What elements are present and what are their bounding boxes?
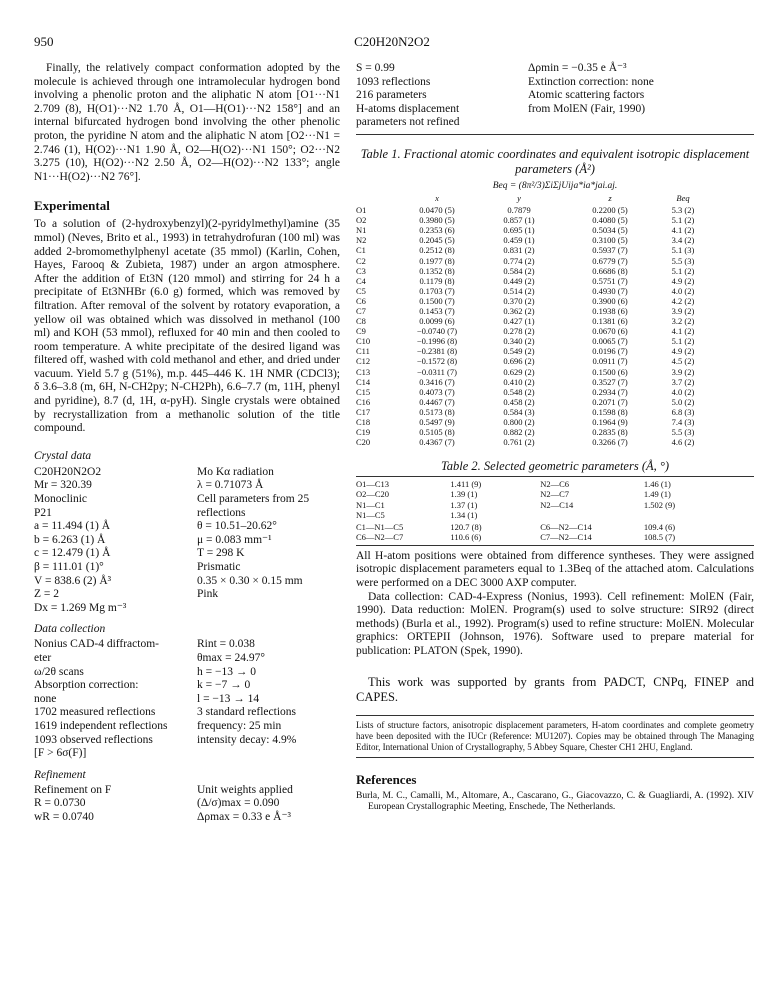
table-cell: 0.427 (1) (503, 316, 535, 327)
pair-right: from MolEN (Fair, 1990) (528, 102, 646, 115)
table-cell: 0.696 (2) (503, 356, 535, 367)
pair-right: Pink (197, 588, 219, 601)
table-cell: 0.1964 (9) (592, 417, 628, 428)
table-cell: C4 (356, 275, 366, 286)
table-cell: C20 (356, 437, 371, 448)
divider (356, 715, 754, 716)
table-cell: 1.502 (9) (643, 499, 676, 510)
table-cell: 0.882 (2) (503, 427, 535, 438)
running-title: C20H20N2O2 (354, 34, 430, 49)
bond-angles-table (356, 522, 736, 542)
data-pair-row (34, 588, 340, 602)
table-cell: 5.1 (2) (671, 265, 695, 276)
data-pair-row (34, 666, 340, 680)
table-cell: 0.0670 (6) (592, 326, 628, 337)
table-cell: C10 (356, 336, 371, 347)
pair-left: 1093 reflections (356, 75, 431, 88)
data-pair-row (356, 89, 754, 103)
divider (356, 476, 754, 477)
table-cell: 0.0470 (5) (419, 205, 455, 216)
pair-left: 1702 measured reflections (34, 706, 156, 719)
table-cell: 0.5173 (8) (419, 406, 455, 417)
table-cell: 4.5 (2) (671, 356, 695, 367)
table-cell: C1—N1—C5 (356, 521, 404, 532)
pair-left: wR = 0.0740 (34, 810, 94, 823)
pair-right: k = −7 → 0 (197, 679, 251, 692)
table-cell: N2—C6 (540, 479, 570, 490)
table-cell (540, 510, 644, 520)
crystal-data-list (34, 466, 340, 616)
experimental-heading: Experimental (34, 198, 110, 214)
pair-right: Δρmin = −0.35 e Å⁻³ (528, 62, 627, 74)
table-cell: 0.857 (1) (503, 215, 535, 226)
table-cell: C18 (356, 417, 371, 428)
support-paragraph: This work was supported by grants from PADCT, CNPq, FINEP and CAPES. (356, 674, 754, 704)
table-cell (644, 510, 736, 520)
table-cell: N1—C5 (356, 509, 385, 520)
table-cell: C6—N2—C14 (540, 521, 592, 532)
table-cell: 1.37 (1) (450, 499, 478, 510)
table1-caption: Table 1. Fractional atomic coordinates and equivalent isotropic displacement parameters (Å²) (360, 146, 750, 176)
table-cell: 0.2071 (7) (592, 396, 628, 407)
table-row (356, 316, 706, 326)
pair-right: 0.35 × 0.30 × 0.15 mm (197, 574, 303, 587)
table-cell: C16 (356, 396, 371, 407)
table-cell: 5.1 (3) (671, 245, 695, 256)
page-header (34, 34, 750, 54)
intro-paragraph: Finally, the relatively compact conformation adopted by the molecule is achieved through one intramolecular hydrogen bond involving a phenolic proton and the aliphatic N atom [O1···N1 2.709 (8), H(O1)···N2 1.70 Å, O1—H(O1)···N2 158°] and an internal bifurcated hydrogen bond involving the other phenolic proton, the pyridine N atom and the aliphatic N atom [O2···N1 = 2.746 (1), H(O2)···N1 1.90 Å, O2—H(O2)···N1 150°; O2···N2 3.275 (10), H(O2)···N2 2.50 Å, O2—H(O2)···N2 133°; angle N1···H(O2)···N2 76°]. (34, 62, 340, 183)
data-pair-row (34, 679, 340, 693)
table-cell: 0.3416 (7) (419, 376, 455, 387)
table-cell: 7.4 (3) (671, 417, 695, 428)
table-cell: 0.449 (2) (503, 275, 535, 286)
data-pair-row (34, 520, 340, 534)
pair-right: Rint = 0.038 (197, 638, 255, 651)
table-cell: 3.4 (2) (671, 235, 695, 246)
atomic-coordinates-table (356, 193, 706, 447)
table-cell: 0.3266 (7) (592, 437, 628, 448)
table-cell: 0.4080 (5) (592, 215, 628, 226)
table-cell: 0.340 (2) (503, 336, 535, 347)
column-header: Beq (676, 192, 690, 203)
table-cell: 0.0196 (7) (592, 346, 628, 357)
table-cell: 5.5 (3) (671, 427, 695, 438)
table-cell: 0.0065 (7) (592, 336, 628, 347)
table-cell: 0.1938 (6) (592, 306, 628, 316)
table-row (356, 306, 706, 316)
data-collection-paragraph: Data collection: CAD-4-Express (Nonius, 1993). Cell refinement: MolEN (Fair, 1990). Data reduction: MolEN. Program(s) used to solve structure: SIR92 (direct methods) (Burla et al., 1992). Program(s) used to refine structure: MolEN. Molecular graphics: ORTEPII (Johnson, 1976). Software used to prepare material for publication: PLATON (Spek, 1990). (356, 590, 754, 658)
table-row (356, 235, 706, 245)
table-cell: 0.1500 (6) (592, 366, 628, 377)
table-cell: 0.5034 (5) (592, 225, 628, 236)
table-cell: 0.459 (1) (503, 235, 535, 246)
table-cell: 1.39 (1) (450, 489, 478, 500)
table-row (356, 286, 706, 296)
pair-right: frequency: 25 min (197, 719, 282, 732)
table-cell: 0.514 (2) (503, 285, 535, 296)
table-cell: 0.4367 (7) (419, 437, 455, 448)
table-cell: 4.0 (2) (671, 285, 695, 296)
table-cell: 0.1352 (8) (419, 265, 455, 276)
pair-right: T = 298 K (197, 547, 245, 560)
table-cell: −0.0311 (7) (417, 366, 457, 377)
table-cell: 4.9 (2) (671, 275, 695, 286)
page-number: 950 (34, 34, 54, 49)
column-header (356, 193, 396, 205)
table-cell: O1 (356, 205, 367, 216)
table-cell: 4.9 (2) (671, 346, 695, 357)
table-row (356, 510, 736, 520)
data-pair-row (34, 797, 340, 811)
table-cell: 3.7 (2) (671, 376, 695, 387)
table-cell: C9 (356, 326, 366, 337)
column-header: z (608, 192, 612, 203)
table-cell: O1—C13 (356, 479, 390, 490)
pair-left: Nonius CAD-4 diffractom- (34, 638, 159, 651)
pair-left: a = 11.494 (1) Å (34, 520, 111, 533)
table-cell: 4.1 (2) (671, 326, 695, 337)
table-cell: 0.5497 (9) (419, 417, 455, 428)
table-cell: −0.2381 (8) (416, 346, 458, 357)
table-cell: C1 (356, 245, 366, 256)
table-cell: 110.6 (6) (450, 531, 482, 542)
left-column (34, 62, 340, 825)
pair-left: b = 6.263 (1) Å (34, 533, 106, 546)
pair-left: Refinement on F (34, 783, 112, 796)
table-row (356, 437, 706, 447)
table-cell: N2—C7 (540, 489, 570, 500)
table-cell: 1.46 (1) (643, 479, 671, 490)
table-cell: 4.2 (2) (671, 295, 695, 306)
pair-left: S = 0.99 (356, 62, 395, 74)
data-pair-row (34, 706, 340, 720)
table-cell: 5.1 (2) (671, 336, 695, 347)
table-cell: C19 (356, 427, 371, 438)
pair-left: 1619 independent reflections (34, 719, 168, 732)
pair-right: 3 standard reflections (197, 706, 296, 719)
table-row (356, 356, 706, 366)
bond-lengths-table (356, 479, 736, 519)
table-cell: 0.1179 (8) (419, 275, 455, 286)
table-cell: O2 (356, 215, 367, 226)
table-row (356, 276, 706, 286)
table-row (356, 367, 706, 377)
refinement-heading: Refinement (34, 768, 86, 781)
data-pair-row (34, 784, 340, 798)
table-cell: 0.6779 (7) (592, 255, 628, 266)
pair-left: H-atoms displacement (356, 102, 460, 115)
table-cell: 3.9 (2) (671, 366, 695, 377)
pair-right: Extinction correction: none (528, 75, 654, 88)
data-pair-row (34, 534, 340, 548)
table-cell: 0.458 (2) (503, 396, 535, 407)
pair-right: θmax = 24.97° (197, 651, 266, 664)
table-row (356, 489, 736, 499)
table-cell: 1.49 (1) (643, 489, 671, 500)
table-cell: N2 (356, 235, 367, 246)
table-cell: 0.774 (2) (503, 255, 535, 266)
table-cell: 108.5 (7) (643, 531, 676, 542)
table-cell: 0.629 (2) (503, 366, 535, 377)
table-row (356, 266, 706, 276)
table-cell: 0.2835 (8) (592, 427, 628, 438)
table-cell: 0.362 (2) (503, 306, 535, 316)
table-cell: 4.6 (2) (671, 437, 695, 448)
table-row (356, 532, 736, 542)
table-cell: 0.4467 (7) (419, 396, 455, 407)
pair-left: R = 0.0730 (34, 797, 86, 810)
table-cell: 5.0 (2) (671, 396, 695, 407)
pair-left: β = 111.01 (1)° (34, 561, 104, 573)
data-pair-row (34, 493, 340, 507)
table-row (356, 346, 706, 356)
table-cell: 0.3100 (5) (592, 235, 628, 246)
pair-right (528, 116, 754, 130)
pair-left: Z = 2 (34, 588, 60, 601)
table-cell: 0.584 (3) (503, 406, 535, 417)
pair-right: intensity decay: 4.9% (197, 733, 297, 746)
table-row (356, 427, 706, 437)
data-pair-row (356, 76, 754, 90)
table-cell: N2—C14 (540, 499, 574, 510)
table-cell: 3.9 (2) (671, 306, 695, 316)
pair-right: Mo Kα radiation (197, 465, 274, 478)
pair-left: [F > 6σ(F)] (34, 747, 87, 760)
pair-left: parameters not refined (356, 116, 460, 129)
table-cell: 0.0099 (6) (419, 316, 455, 327)
data-collection-heading: Data collection (34, 623, 106, 636)
table-row (356, 522, 736, 532)
table-cell: 0.278 (2) (503, 326, 535, 337)
divider (356, 757, 754, 758)
table-cell: O2—C20 (356, 489, 390, 500)
pair-right: θ = 10.51–20.62° (197, 520, 277, 533)
refinement-list (34, 784, 340, 825)
crystal-data-heading: Crystal data (34, 449, 92, 462)
table-cell: 0.3980 (5) (419, 215, 455, 226)
table-cell: C11 (356, 346, 370, 357)
pair-left: Absorption correction: (34, 679, 139, 692)
data-pair-row (356, 116, 754, 130)
table-cell: 0.2512 (8) (419, 245, 455, 256)
table-cell: 5.5 (3) (671, 255, 695, 266)
table-cell: 0.1453 (7) (419, 306, 455, 316)
divider (356, 545, 754, 546)
table-cell: 1.34 (1) (450, 509, 478, 520)
table-cell: 0.7879 (507, 205, 531, 216)
table-cell: 0.0911 (7) (592, 356, 628, 367)
table-cell: C12 (356, 356, 371, 367)
table-cell: C6 (356, 295, 366, 306)
data-pair-row (34, 466, 340, 480)
table-cell: 0.1381 (6) (592, 316, 628, 327)
data-pair-row (34, 602, 340, 616)
table-cell: 0.6686 (8) (592, 265, 628, 276)
table-cell: −0.1572 (8) (416, 356, 458, 367)
table-row (356, 397, 706, 407)
deposit-note: Lists of structure factors, anisotropic displacement parameters, H-atom coordinates and complete geometry have been deposited with the IUCr (Reference: MU1207). Copies may be obtained through The Managing Editor, International Union of Crystallography, 5 Abbey Square, Chester CH1 2HU, England. (356, 719, 754, 752)
pair-right: Prismatic (197, 561, 241, 573)
table-cell: 5.1 (2) (671, 215, 695, 226)
hatoms-paragraph: All H-atom positions were obtained from difference syntheses. They were assigned isotropic displacement parameters equal to 1.3Beq of the attached atom. Calculations were performed on a DEC 3000 AXP computer. (356, 549, 754, 590)
table-header-row (356, 193, 706, 205)
table-row (356, 500, 736, 510)
table-cell: 0.800 (2) (503, 417, 535, 428)
data-pair-row (356, 62, 754, 76)
table-cell: −0.1996 (8) (416, 336, 458, 347)
table-row (356, 225, 706, 235)
table-cell: 0.5937 (7) (592, 245, 628, 256)
table-cell: C13 (356, 366, 371, 377)
data-pair-row (34, 507, 340, 521)
table-cell: C7—N2—C14 (540, 531, 592, 542)
table-cell: 0.4930 (7) (592, 285, 628, 296)
pair-right: Cell parameters from 25 (197, 493, 310, 506)
table-cell: 0.1977 (8) (419, 255, 455, 266)
pair-right: l = −13 → 14 (197, 692, 260, 705)
table-cell: C14 (356, 376, 371, 387)
pair-left: none (34, 692, 57, 705)
table-cell: 0.695 (1) (503, 225, 535, 236)
table-cell: C7 (356, 306, 366, 316)
pair-left: C20H20N2O2 (34, 465, 102, 478)
pair-right: reflections (197, 506, 246, 519)
pair-left: 216 parameters (356, 89, 427, 102)
table-cell: C17 (356, 406, 371, 417)
table-cell: 0.4073 (7) (419, 386, 455, 397)
table-cell: 0.549 (2) (503, 346, 535, 357)
table-cell: 0.1703 (7) (419, 285, 455, 296)
table-row (356, 387, 706, 397)
table-row (356, 377, 706, 387)
table-cell: C8 (356, 316, 366, 327)
pair-left: ω/2θ scans (34, 665, 84, 678)
table-cell: N1—C1 (356, 499, 385, 510)
pair-left: eter (34, 651, 52, 664)
table-cell: 120.7 (8) (450, 521, 482, 532)
table-cell: 0.584 (2) (503, 265, 535, 276)
data-pair-row (34, 693, 340, 707)
data-collection-list (34, 638, 340, 760)
table-cell: 0.761 (2) (503, 437, 535, 448)
references-heading: References (356, 771, 417, 787)
table-cell: 0.2934 (7) (592, 386, 628, 397)
table-row (356, 215, 706, 225)
reference-item: Burla, M. C., Camalli, M., Altomare, A., Cascarano, G., Giacovazzo, C. & Guagliardi, A. (1992). XIV European Crystallographic Meeting, Enschede, The Netherlands. (356, 790, 754, 813)
table-cell: 109.4 (6) (643, 521, 676, 532)
table-row (356, 417, 706, 427)
table-cell: N1 (356, 225, 367, 236)
right-column (356, 62, 754, 814)
pair-left: V = 838.6 (2) Å³ (34, 574, 112, 587)
data-pair-row (34, 638, 340, 652)
pair-left: Monoclinic (34, 493, 88, 506)
table-cell: 0.410 (2) (503, 376, 535, 387)
pair-right: Δρmax = 0.33 e Å⁻³ (197, 810, 291, 823)
pair-right: Unit weights applied (197, 783, 293, 796)
pair-right: μ = 0.083 mm⁻¹ (197, 533, 272, 546)
data-pair-row (34, 561, 340, 575)
table-cell: C3 (356, 265, 366, 276)
table-cell: 0.370 (2) (503, 295, 535, 306)
table-cell: 3.2 (2) (671, 316, 695, 327)
table-cell: 1.411 (9) (450, 479, 482, 490)
pair-right: (Δ/σ)max = 0.090 (197, 797, 280, 810)
table-cell: 0.3527 (7) (592, 376, 628, 387)
pair-right (197, 602, 340, 616)
table-row (356, 336, 706, 346)
pair-right: Atomic scattering factors (528, 89, 645, 102)
table-cell: C5 (356, 285, 366, 296)
pair-left: 1093 observed reflections (34, 733, 153, 746)
data-pair-row (34, 720, 340, 734)
divider (356, 134, 754, 135)
table-cell: 0.548 (2) (503, 386, 535, 397)
table-row (356, 245, 706, 255)
data-pair-row (34, 547, 340, 561)
table-cell: −0.0740 (7) (416, 326, 458, 337)
table-cell: C2 (356, 255, 366, 266)
table-cell: 0.831 (2) (503, 245, 535, 256)
table-cell: 4.1 (2) (671, 225, 695, 236)
data-pair-row (34, 734, 340, 748)
data-pair-row (356, 103, 754, 117)
pair-right: h = −13 → 0 (197, 665, 256, 678)
table1-formula: Beq = (8π²/3)ΣiΣjUija*ia*jai.aj. (492, 180, 618, 191)
pair-left: P21 (34, 506, 52, 519)
refinement-continued-list (356, 62, 754, 130)
pair-left: c = 12.479 (1) Å (34, 547, 111, 560)
table-cell: C15 (356, 386, 371, 397)
table-cell: 0.3900 (6) (592, 295, 628, 306)
table-cell: 5.3 (2) (671, 205, 695, 216)
table-cell: 0.2353 (6) (419, 225, 455, 236)
table-row (356, 326, 706, 336)
table-cell: 0.1500 (7) (419, 295, 455, 306)
table-cell: 0.2200 (5) (592, 205, 628, 216)
column-header: x (435, 192, 439, 203)
pair-left: Mr = 320.39 (34, 479, 92, 492)
data-pair-row (34, 747, 340, 761)
data-pair-row (34, 575, 340, 589)
table-cell: 4.0 (2) (671, 386, 695, 397)
data-pair-row (34, 479, 340, 493)
experimental-paragraph: To a solution of (2-hydroxybenzyl)(2-pyridylmethyl)amine (35 mmol) (Neves, Brito et al., 1993) in tetrahydrofuran (100 ml) was added 2-bromomethylphenyl acetate (35 mmol) (Karlin, Cohen, Hayes, Farooq & Zubieta, 1987) under an argon atmosphere. After the addition of Et3N (120 mmol) and stirring for 24 h a precipitate of Et3NHBr (6.0 g) formed, which was removed by filtration. After removal of the solvent by rotatory evaporation, a yellow oil was obtained which was dissolved in methanol (100 ml) and KOH (53 mmol), refluxed for 40 min and then cooled to room temperature. A white precipitate of the desired ligand was filtered off, washed with cold methanol and ether, and dried under vacuum. Yield 5.7 g (51%), m.p. 445–446 K. 1H NMR (CDCl3); δ 3.6–3.8 (m, 6H, N-CH2py; N-CH2Ph), 6.6–7.7 (m, 11H, phenyl and pyridine), 8.7 (d, 1H, α-pyH). Single crystals were obtained by recrystallization from a methanolic solution of the title compound. (34, 218, 340, 435)
table-cell: 0.2045 (5) (419, 235, 455, 246)
data-pair-row (34, 811, 340, 825)
table-cell: 0.1598 (8) (592, 406, 628, 417)
table-cell: 0.5105 (8) (419, 427, 455, 438)
table-row (356, 296, 706, 306)
table-cell: 0.5751 (7) (592, 275, 628, 286)
data-pair-row (34, 652, 340, 666)
pair-right (197, 747, 340, 761)
table-row (356, 256, 706, 266)
table-cell: 6.8 (3) (671, 406, 695, 417)
column-header: y (517, 192, 521, 203)
table-row (356, 205, 706, 215)
table-cell: C6—N2—C7 (356, 531, 404, 542)
table2-caption: Table 2. Selected geometric parameters (Å, °) (440, 459, 670, 474)
pair-left: Dx = 1.269 Mg m⁻³ (34, 601, 127, 614)
table-row (356, 479, 736, 489)
pair-right: λ = 0.71073 Å (197, 479, 264, 492)
table-row (356, 407, 706, 417)
